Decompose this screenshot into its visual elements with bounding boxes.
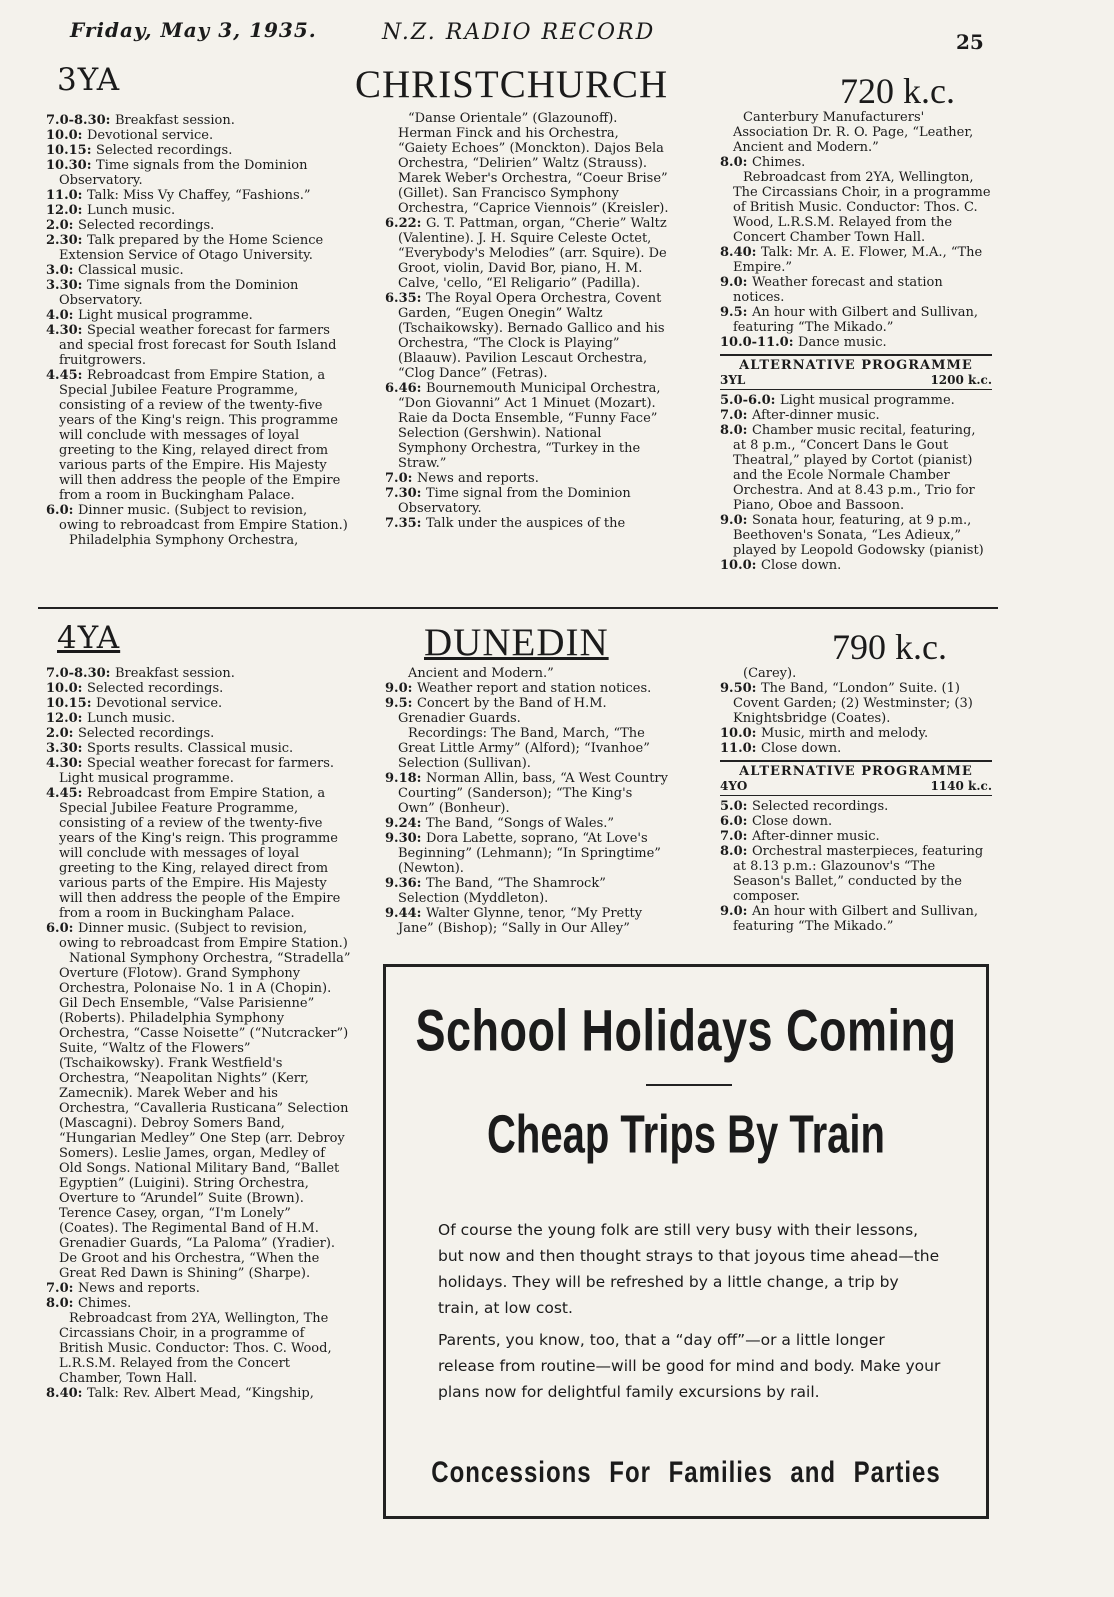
programme-time: 7.0-8.30: [46, 666, 115, 681]
programme-text: Time signals from the Dominion Observatory. [59, 158, 308, 188]
advert-paragraph: Of course the young folk are still very busy with their lessons, but now and then thought strays to that joyous time ahead—the holidays. They will be refreshed by a little change, a trip by train, at low cost. [438, 1221, 940, 1317]
programme-text: Light musical programme. [779, 393, 955, 408]
programme-text: Breakfast session. [115, 113, 235, 128]
programme-column-with-alt [720, 110, 992, 573]
programme-text: Talk: Rev. Albert Mead, “Kingship, [87, 1386, 314, 1401]
programme-time: 9.24: [385, 816, 426, 831]
programme-time: 8.0: [720, 155, 752, 170]
programme-item [46, 218, 348, 233]
programme-time: 9.44: [385, 906, 426, 921]
alt-programme-title: ALTERNATIVE PROGRAMME [739, 358, 973, 373]
programme-item [46, 263, 348, 278]
programme-text: Talk under the auspices of the [426, 516, 626, 531]
programme-text: Dinner music. (Subject to revision, owing to rebroadcast from Empire Station.) [59, 503, 348, 533]
programme-item [720, 335, 992, 350]
programme-item [46, 278, 348, 308]
programme-item [385, 471, 669, 486]
programme-text: Time signal from the Dominion Observatory. [398, 486, 631, 516]
programme-text: An hour with Gilbert and Sullivan, featuring “The Mikado.” [733, 904, 978, 934]
programme-column-with-alt [720, 666, 992, 934]
programme-item [46, 696, 351, 711]
station-city-christchurch: CHRISTCHURCH [355, 63, 669, 106]
programme-time: 2.30: [46, 233, 87, 248]
programme-text: News and reports. [77, 1281, 200, 1296]
programme-item [385, 696, 669, 726]
programme-item [720, 275, 992, 305]
programme-time: 10.15: [46, 143, 97, 158]
alt-station-frequency: 1200 k.c. [930, 373, 992, 387]
programme-time: 6.22: [385, 216, 426, 231]
advert-subheadline: Cheap Trips By Train [487, 1105, 885, 1165]
programme-item [46, 786, 351, 921]
programme-item [720, 829, 992, 844]
programme-item [385, 111, 669, 216]
programme-text: Orchestral masterpieces, featuring at 8.13 p.m.: Glazounov's “The Season's Ballet,” conducted by the composer. [733, 844, 984, 904]
programme-item [385, 876, 669, 906]
alt-programme-list [720, 799, 992, 934]
programme-item [720, 393, 992, 408]
programme-time: 9.5: [385, 696, 417, 711]
programme-item [720, 513, 992, 558]
programme-item [46, 143, 348, 158]
programme-time: 9.0: [720, 904, 752, 919]
publication-title: N.Z. RADIO RECORD [382, 20, 656, 45]
programme-text: Rebroadcast from 2YA, Wellington, The Circassians Choir, in a programme of British Music. Conductor: Thos. C. Wood, L.R.S.M. Relayed from the Concert Chamber Town Hall. [733, 170, 991, 245]
programme-item [385, 831, 669, 876]
programme-item [385, 906, 669, 936]
programme-item [720, 245, 992, 275]
programme-item [720, 305, 992, 335]
programme-time: 9.5: [720, 305, 752, 320]
programme-item [46, 1281, 351, 1296]
programme-text: Music, mirth and melody. [761, 726, 929, 741]
programme-text: Philadelphia Symphony Orchestra, [69, 533, 299, 548]
programme-text: Norman Allin, bass, “A West Country Courting” (Sanderson); “The King's Own” (Bonheur). [398, 771, 668, 816]
programme-time: 10.0: [46, 128, 87, 143]
programme-text: Dora Labette, soprano, “At Love's Beginning” (Lehmann); “In Springtime” (Newton). [398, 831, 661, 876]
programme-text: Sonata hour, featuring, at 9 p.m., Beethoven's Sonata, “Les Adieux,” played by Leopold Godowsky (pianist) [733, 513, 984, 558]
programme-item [46, 158, 348, 188]
programme-time: 4.30: [46, 323, 87, 338]
programme-text: Classical music. [77, 263, 184, 278]
programme-list [720, 666, 992, 756]
programme-time: 11.0: [720, 741, 761, 756]
programme-item [720, 170, 992, 245]
programme-time: 3.30: [46, 278, 87, 293]
programme-text: Canterbury Manufacturers' Association Dr. R. O. Page, “Leather, Ancient and Modern.” [733, 110, 974, 155]
programme-item [46, 666, 351, 681]
programme-time: 8.0: [46, 1296, 78, 1311]
advert-divider [646, 1084, 732, 1086]
programme-text: Light musical programme. [77, 308, 253, 323]
programme-time: 8.0: [720, 423, 752, 438]
programme-text: Rebroadcast from Empire Station, a Special Jubilee Feature Programme, consisting of a review of the twenty-five years of the King's reign. This programme will conclude with messages of loyal greeting to the King, relayed direct from various parts of the Empire. His Majesty will then address the people of the Empire from a room in Buckingham Palace. [59, 368, 341, 503]
programme-text: Selected recordings. [751, 799, 889, 814]
programme-time: 4.45: [46, 786, 87, 801]
programme-time: 9.18: [385, 771, 426, 786]
programme-text: Talk: Mr. A. E. Flower, M.A., “The Empire.” [733, 245, 983, 275]
alt-station-callsign: 3YL [720, 373, 746, 387]
programme-item [720, 904, 992, 934]
programme-time: 3.0: [46, 263, 78, 278]
programme-time: 6.0: [46, 921, 78, 936]
programme-text: The Band, “London” Suite. (1) Covent Garden; (2) Westminster; (3) Knightsbridge (Coates). [733, 681, 973, 726]
station-city-dunedin [424, 620, 609, 665]
programme-item [720, 423, 992, 513]
programme-text: Special weather forecast for farmers. Light musical programme. [59, 756, 335, 786]
programme-text: Selected recordings. [77, 726, 215, 741]
programme-text: Talk: Miss Vy Chaffey, “Fashions.” [87, 188, 311, 203]
programme-text: The Band, “Songs of Wales.” [426, 816, 615, 831]
station-callsign-3ya: 3YA [57, 62, 121, 98]
programme-item [46, 681, 351, 696]
alt-station-frequency: 1140 k.c. [930, 779, 992, 793]
programme-time: 7.0: [46, 1281, 78, 1296]
programme-text: Weather forecast and station notices. [733, 275, 943, 305]
station-callsign-4ya [57, 620, 120, 656]
programme-column [385, 666, 669, 936]
programme-item [720, 844, 992, 904]
programme-text: Devotional service. [96, 696, 223, 711]
programme-item [720, 741, 992, 756]
programme-item [385, 291, 669, 381]
advert-footer: Concessions For Families and Parties [431, 1455, 941, 1490]
programme-item [46, 113, 348, 128]
programme-text: Close down. [761, 741, 842, 756]
programme-item [385, 486, 669, 516]
programme-time: 7.0: [720, 829, 752, 844]
programme-time: 9.0: [385, 681, 417, 696]
programme-text: National Symphony Orchestra, “Stradella” Overture (Flotow). Grand Symphony Orchestra, Polonaise No. 1 in A (Chopin). Gil Dech Ensemble, “Valse Parisienne” (Roberts). Philadelphia Symphony Orchestra, “Casse Noisette” (“Nutcracker”) Suite, “Waltz of the Flowers” (Tschaikowsky). Frank Westfield's Orchestra, “Neapolitan Nights” (Kerr, Zamecnik). Marek Weber and his Orchestra, “Cavalleria Rusticana” Selection (Mascagni). Debroy Somers Band, “Hungarian Medley” One Step (arr. Debroy Somers). Leslie James, organ, Medley of Old Songs. National Military Band, “Ballet Egyptien” (Luigini). String Orchestra, Overture to “Arundel” Suite (Brown). Terence Casey, organ, “I'm Lonely” (Coates). The Regimental Band of H.M. Grenadier Guards, “La Paloma” (Yradier). De Groot and his Orchestra, “When the Great Red Dawn is Shining” (Sharpe). [59, 951, 351, 1281]
programme-column [46, 113, 348, 548]
programme-item [46, 233, 348, 263]
programme-text: Recordings: The Band, March, “The Great Little Army” (Alford); “Ivanhoe” Selection (Sullivan). [398, 726, 650, 771]
programme-time: 2.0: [46, 726, 78, 741]
programme-time: 9.0: [720, 513, 752, 528]
programme-text: Time signals from the Dominion Observatory. [59, 278, 299, 308]
programme-item [46, 323, 348, 368]
programme-text: Selected recordings. [77, 218, 215, 233]
programme-item [720, 666, 992, 681]
programme-text: Rebroadcast from 2YA, Wellington, The Circassians Choir, in a programme of British Music. Conductor: Thos. C. Wood, L.R.S.M. Relayed from the Concert Chamber, Town Hall. [59, 1311, 332, 1386]
programme-item [385, 381, 669, 471]
programme-item [46, 533, 348, 548]
programme-item [46, 503, 348, 533]
programme-time: 8.40: [720, 245, 761, 260]
programme-text: Breakfast session. [115, 666, 235, 681]
programme-item [385, 816, 669, 831]
programme-text: Chimes. [77, 1296, 132, 1311]
programme-time: 4.45: [46, 368, 87, 383]
programme-text: Bournemouth Municipal Orchestra, “Don Giovanni” Act 1 Minuet (Mozart). Raie da Docta Ensemble, “Funny Face” Selection (Gershwin). National Symphony Orchestra, “Turkey in the Straw.” [398, 381, 661, 471]
programme-text: After-dinner music. [751, 829, 880, 844]
programme-item [46, 726, 351, 741]
programme-text: Dance music. [798, 335, 887, 350]
advert-paragraph: Parents, you know, too, that a “day off”—or a little longer release from routine—will be good for mind and body. Make your plans now for delightful family excursions by rail. [438, 1331, 941, 1401]
programme-time: 7.0-8.30: [46, 113, 115, 128]
programme-item [385, 681, 669, 696]
programme-time: 9.36: [385, 876, 426, 891]
programme-time: 4.30: [46, 756, 87, 771]
programme-text: Lunch music. [87, 203, 176, 218]
programme-item [46, 951, 351, 1281]
programme-text: The Band, “The Shamrock” Selection (Myddleton). [398, 876, 606, 906]
programme-text: Close down. [761, 558, 842, 573]
station-frequency-3ya: 720 k.c. [840, 71, 955, 111]
programme-item [385, 666, 669, 681]
programme-item [720, 814, 992, 829]
programme-text: Lunch music. [87, 711, 176, 726]
programme-text: Special weather forecast for farmers and special frost forecast for South Island fruitgrowers. [59, 323, 337, 368]
programme-time: 6.0: [46, 503, 78, 518]
programme-text: Chamber music recital, featuring, at 8 p.m., “Concert Dans le Gout Theatral,” played by Cortot (pianist) and the Ecole Normale Chamber Orchestra. And at 8.43 p.m., Trio for Piano, Oboe and Bassoon. [733, 423, 976, 513]
programme-column [385, 111, 669, 531]
programme-item [720, 408, 992, 423]
alt-programme-title: ALTERNATIVE PROGRAMME [739, 764, 973, 779]
programme-time: 11.0: [46, 188, 87, 203]
alt-station-callsign: 4YO [720, 779, 748, 793]
programme-item [46, 128, 348, 143]
city-text: DUNEDIN [424, 621, 609, 664]
programme-item [385, 216, 669, 291]
advert-body [438, 1217, 944, 1411]
programme-time: 10.0: [46, 681, 87, 696]
programme-item [46, 711, 351, 726]
programme-time: 4.0: [46, 308, 78, 323]
programme-item [720, 110, 992, 155]
programme-time: 5.0: [720, 799, 752, 814]
alternative-programme-box [720, 760, 992, 796]
programme-time: 10.0-11.0: [720, 335, 799, 350]
programme-time: 7.0: [385, 471, 417, 486]
issue-date: Friday, May 3, 1935. [70, 18, 317, 42]
alternative-programme-box [720, 354, 992, 390]
programme-item [46, 203, 348, 218]
programme-text: G. T. Pattman, organ, “Cherie” Waltz (Valentine). J. H. Squire Celeste Octet, “Everybody's Melodies” (arr. Squire). De Groot, violin, David Bor, piano, H. M. Calve, 'cello, “El Religario” (Padilla). [398, 216, 667, 291]
programme-time: 7.35: [385, 516, 426, 531]
programme-time: 12.0: [46, 203, 87, 218]
programme-time: 12.0: [46, 711, 87, 726]
rail-advertisement [383, 964, 989, 1519]
programme-item [46, 1296, 351, 1311]
programme-time: 6.46: [385, 381, 426, 396]
programme-list [720, 110, 992, 350]
alt-programme-list [720, 393, 992, 573]
programme-time: 5.0-6.0: [720, 393, 780, 408]
programme-column [46, 666, 351, 1401]
programme-text: After-dinner music. [751, 408, 880, 423]
programme-item [720, 799, 992, 814]
programme-text: News and reports. [416, 471, 539, 486]
programme-text: Weather report and station notices. [416, 681, 652, 696]
station-frequency-4ya: 790 k.c. [832, 627, 947, 667]
programme-item [46, 1311, 351, 1386]
programme-text: Chimes. [751, 155, 806, 170]
programme-time: 10.30: [46, 158, 97, 173]
programme-time: 8.40: [46, 1386, 87, 1401]
programme-text: (Carey). [743, 666, 797, 681]
programme-text: “Danse Orientale” (Glazounoff). Herman Finck and his Orchestra, “Gaiety Echoes” (Monckton). Dajos Bela Orchestra, “Delirien” Waltz (Strauss). Marek Weber's Orchestra, “Coeur Brise” (Gillet). San Francisco Symphony Orchestra, “Caprice Viennois” (Kreisler). [398, 111, 669, 216]
programme-item [46, 756, 351, 786]
programme-text: The Royal Opera Orchestra, Covent Garden, “Eugen Onegin” Waltz (Tschaikowsky). Bernado Gallico and his Orchestra, “The Clock is Playing” (Blaauw). Pavilion Lescaut Orchestra, “Clog Dance” (Fetras). [398, 291, 665, 381]
programme-item [720, 558, 992, 573]
programme-item [385, 771, 669, 816]
programme-time: 8.0: [720, 844, 752, 859]
programme-time: 10.0: [720, 558, 761, 573]
advert-headline: School Holidays Coming [415, 997, 957, 1064]
programme-text: Rebroadcast from Empire Station, a Special Jubilee Feature Programme, consisting of a review of the twenty-five years of the King's reign. This programme will conclude with messages of loyal greeting to the King, relayed direct from various parts of the Empire. His Majesty will then address the people of the Empire from a room in Buckingham Palace. [59, 786, 341, 921]
programme-time: 2.0: [46, 218, 78, 233]
programme-time: 6.35: [385, 291, 426, 306]
programme-item [385, 516, 669, 531]
programme-time: 9.0: [720, 275, 752, 290]
programme-time: 9.50: [720, 681, 761, 696]
programme-time: 10.0: [720, 726, 761, 741]
programme-text: Walter Glynne, tenor, “My Pretty Jane” (Bishop); “Sally in Our Alley” [398, 906, 643, 936]
programme-time: 9.30: [385, 831, 426, 846]
programme-text: Concert by the Band of H.M. Grenadier Guards. [398, 696, 607, 726]
callsign-text: 4YA [57, 620, 121, 656]
programme-text: Ancient and Modern.” [408, 666, 554, 681]
programme-item [46, 188, 348, 203]
programme-item [720, 155, 992, 170]
section-divider [38, 607, 998, 609]
programme-item [385, 726, 669, 771]
programme-time: 10.15: [46, 696, 97, 711]
programme-item [46, 741, 351, 756]
programme-text: An hour with Gilbert and Sullivan, featuring “The Mikado.” [733, 305, 978, 335]
programme-text: Devotional service. [87, 128, 214, 143]
programme-text: Selected recordings. [87, 681, 224, 696]
programme-text: Close down. [751, 814, 833, 829]
programme-item [46, 921, 351, 951]
programme-time: 7.0: [720, 408, 752, 423]
programme-item [46, 1386, 351, 1401]
programme-time: 6.0: [720, 814, 752, 829]
programme-text: Selected recordings. [96, 143, 233, 158]
programme-text: Sports results. Classical music. [87, 741, 294, 756]
programme-item [720, 726, 992, 741]
programme-time: 3.30: [46, 741, 87, 756]
programme-time: 7.30: [385, 486, 426, 501]
programme-text: Talk prepared by the Home Science Extension Service of Otago University. [59, 233, 324, 263]
programme-item [720, 681, 992, 726]
page-number: 25 [956, 30, 984, 54]
programme-text: Dinner music. (Subject to revision, owing to rebroadcast from Empire Station.) [59, 921, 348, 951]
programme-item [46, 308, 348, 323]
programme-item [46, 368, 348, 503]
